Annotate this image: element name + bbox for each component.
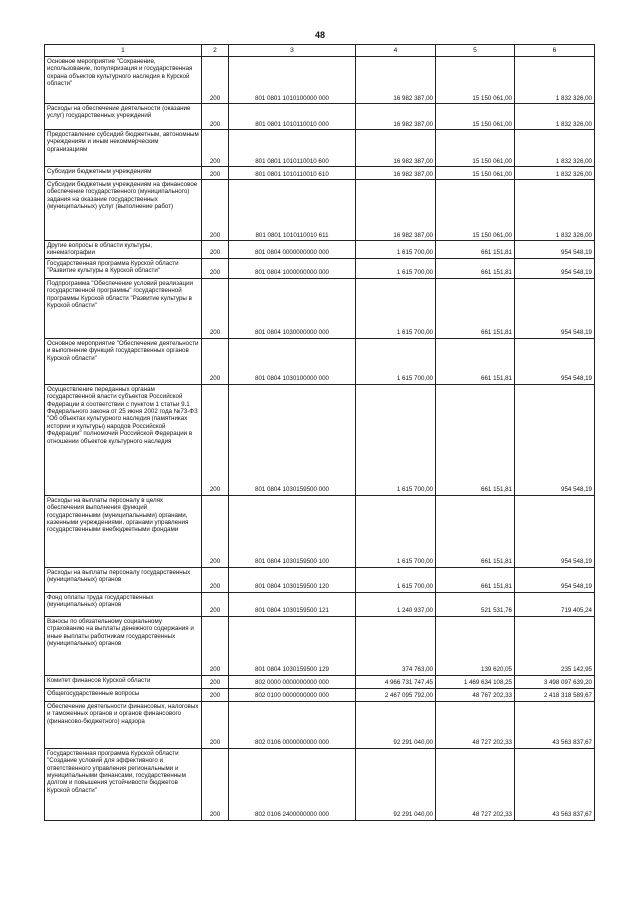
table-row [45, 701, 595, 748]
row-value-6-cell: 719 405,24 [515, 592, 595, 616]
row-budget-code-cell: 802 0000 0000000000 000 [229, 675, 356, 688]
row-value-4-cell: 374 763,00 [356, 616, 436, 675]
row-value-4-cell: 16 982 387,00 [356, 180, 436, 241]
row-value-5-cell: 661 151,81 [436, 495, 515, 567]
row-code-2-cell: 200 [202, 688, 229, 701]
row-code-2-cell: 200 [202, 278, 229, 338]
row-name-cell: Подпрограмма "Обеспечение условий реализации государственной программы" государственной программы Курской области "Развитие культуры в Курской области" [45, 278, 202, 338]
row-name-cell: Другие вопросы в области культуры, кинематографии [45, 241, 202, 259]
table-row [45, 748, 595, 820]
row-budget-code-cell: 802 0106 2400000000 000 [229, 748, 356, 820]
page-number: 48 [314, 30, 325, 40]
row-name-cell: Государственная программа Курской области "Создание условий для эффективного и ответственного управления региональными и муниципальными финансами, государственным долгом и повышения устойчивости бюджетов Курской области" [45, 748, 202, 820]
column-header: 3 [229, 45, 356, 57]
row-budget-code-cell: 801 0804 1030000000 000 [229, 278, 356, 338]
row-code-2-cell: 200 [202, 748, 229, 820]
row-value-6-cell: 1 832 326,00 [515, 57, 595, 104]
row-value-4-cell: 16 982 387,00 [356, 57, 436, 104]
row-code-2-cell: 200 [202, 241, 229, 259]
row-value-4-cell: 1 615 700,00 [356, 338, 436, 384]
table-row [45, 616, 595, 675]
row-name-cell: Предоставление субсидий бюджетным, автономным учреждениям и иным некоммерческим организациям [45, 130, 202, 167]
row-value-4-cell: 1 615 700,00 [356, 567, 436, 592]
row-name-cell: Субсидии бюджетным учреждениям на финансовое обеспечение государственного (муниципального) задания на оказание государственных (муниципальных) услуг (выполнение работ) [45, 180, 202, 241]
row-value-4-cell: 1 615 700,00 [356, 495, 436, 567]
column-header: 6 [515, 45, 595, 57]
row-name-cell: Расходы на выплаты персоналу в целях обеспечения выполнения функций государственными (муниципальными) органами, казенными учреждениями, органами управления государственными внебюджетными фондами [45, 495, 202, 567]
row-value-5-cell: 48 727 202,33 [436, 701, 515, 748]
row-value-6-cell: 954 548,19 [515, 338, 595, 384]
row-budget-code-cell: 801 0801 1010110010 000 [229, 104, 356, 130]
row-value-6-cell: 954 548,19 [515, 241, 595, 259]
row-name-cell: Общегосударственные вопросы [45, 688, 202, 701]
row-value-5-cell: 661 151,81 [436, 338, 515, 384]
table-row [45, 241, 595, 259]
row-value-5-cell: 661 151,81 [436, 384, 515, 495]
row-code-2-cell: 200 [202, 258, 229, 278]
row-budget-code-cell: 801 0804 1030159500 129 [229, 616, 356, 675]
row-name-cell: Взносы по обязательному социальному страхованию на выплаты денежного содержания и иные выплаты работникам государственных (муниципальных) органов [45, 616, 202, 675]
table-row [45, 592, 595, 616]
row-name-cell: Фонд оплаты труда государственных (муниципальных) органов [45, 592, 202, 616]
row-value-4-cell: 1 615 700,00 [356, 278, 436, 338]
row-value-5-cell: 1 469 634 108,25 [436, 675, 515, 688]
row-code-2-cell: 200 [202, 130, 229, 167]
row-code-2-cell: 200 [202, 495, 229, 567]
row-value-4-cell: 1 615 700,00 [356, 384, 436, 495]
row-value-4-cell: 1 615 700,00 [356, 241, 436, 259]
row-name-cell: Расходы на обеспечение деятельности (оказание услуг) государственных учреждений [45, 104, 202, 130]
row-value-4-cell: 16 982 387,00 [356, 104, 436, 130]
table-row [45, 338, 595, 384]
row-value-6-cell: 954 548,19 [515, 258, 595, 278]
row-value-5-cell: 661 151,81 [436, 278, 515, 338]
row-code-2-cell: 200 [202, 180, 229, 241]
table-row [45, 495, 595, 567]
row-value-6-cell: 1 832 326,00 [515, 104, 595, 130]
row-value-6-cell: 43 563 837,67 [515, 748, 595, 820]
table-row [45, 258, 595, 278]
row-value-5-cell: 15 150 061,00 [436, 57, 515, 104]
row-budget-code-cell: 801 0804 1030100000 000 [229, 338, 356, 384]
row-value-4-cell: 92 291 040,00 [356, 748, 436, 820]
row-value-4-cell: 1 240 937,00 [356, 592, 436, 616]
row-value-6-cell: 43 563 837,67 [515, 701, 595, 748]
row-value-4-cell: 16 982 387,00 [356, 167, 436, 180]
row-budget-code-cell: 801 0804 1030159500 121 [229, 592, 356, 616]
row-code-2-cell: 200 [202, 592, 229, 616]
row-value-6-cell: 954 548,19 [515, 278, 595, 338]
row-budget-code-cell: 801 0804 1030159500 100 [229, 495, 356, 567]
row-code-2-cell: 200 [202, 57, 229, 104]
row-value-6-cell: 954 548,19 [515, 495, 595, 567]
table-row [45, 675, 595, 688]
row-value-5-cell: 15 150 061,00 [436, 167, 515, 180]
table-row [45, 167, 595, 180]
row-value-5-cell: 661 151,81 [436, 258, 515, 278]
row-value-4-cell: 16 982 387,00 [356, 130, 436, 167]
header-row [45, 45, 595, 57]
row-code-2-cell: 200 [202, 567, 229, 592]
row-value-5-cell: 139 620,05 [436, 616, 515, 675]
table-row [45, 57, 595, 104]
table-row [45, 688, 595, 701]
row-code-2-cell: 200 [202, 104, 229, 130]
row-value-5-cell: 521 531,76 [436, 592, 515, 616]
row-value-6-cell: 1 832 326,00 [515, 167, 595, 180]
row-name-cell: Расходы на выплаты персоналу государственных (муниципальных) органов [45, 567, 202, 592]
row-name-cell: Основное мероприятие "Обеспечение деятельности и выполнение функций государственных органов Курской области" [45, 338, 202, 384]
row-value-5-cell: 15 150 061,00 [436, 104, 515, 130]
row-name-cell: Комитет финансов Курской области [45, 675, 202, 688]
row-name-cell: Основное мероприятие "Сохранение, использование, популяризация и государственная охрана объектов культурного наследия в Курской области" [45, 57, 202, 104]
row-value-5-cell: 48 727 202,33 [436, 748, 515, 820]
row-code-2-cell: 200 [202, 384, 229, 495]
row-budget-code-cell: 801 0804 1000000000 000 [229, 258, 356, 278]
row-budget-code-cell: 802 0100 0000000000 000 [229, 688, 356, 701]
row-value-6-cell: 954 548,19 [515, 567, 595, 592]
row-value-4-cell: 92 291 040,00 [356, 701, 436, 748]
row-code-2-cell: 200 [202, 616, 229, 675]
row-budget-code-cell: 801 0804 1030159500 120 [229, 567, 356, 592]
row-value-6-cell: 235 142,95 [515, 616, 595, 675]
row-code-2-cell: 200 [202, 701, 229, 748]
row-budget-code-cell: 801 0804 1030159500 000 [229, 384, 356, 495]
row-value-6-cell: 954 548,19 [515, 384, 595, 495]
table-row [45, 130, 595, 167]
row-code-2-cell: 200 [202, 675, 229, 688]
row-value-5-cell: 15 150 061,00 [436, 130, 515, 167]
row-value-4-cell: 4 966 731 747,45 [356, 675, 436, 688]
row-value-5-cell: 661 151,81 [436, 241, 515, 259]
column-header: 2 [202, 45, 229, 57]
table-row [45, 384, 595, 495]
row-value-6-cell: 1 832 326,00 [515, 130, 595, 167]
row-name-cell: Государственная программа Курской области "Развитие культуры в Курской области" [45, 258, 202, 278]
column-header: 5 [436, 45, 515, 57]
row-value-6-cell: 2 418 318 589,67 [515, 688, 595, 701]
row-name-cell: Субсидии бюджетным учреждениям [45, 167, 202, 180]
row-budget-code-cell: 801 0804 0000000000 000 [229, 241, 356, 259]
row-budget-code-cell: 801 0801 1010100000 000 [229, 57, 356, 104]
table-row [45, 104, 595, 130]
row-code-2-cell: 200 [202, 338, 229, 384]
row-value-4-cell: 1 615 700,00 [356, 258, 436, 278]
row-name-cell: Осуществление переданных органам государственной власти субъектов Российской Федерации в соответствии с пунктом 1 статьи 9.1 Федерального закона от 25 июня 2002 года №73-ФЗ "Об объектах культурного наследия (памятниках истории и культуры) народов Российской Федерации" полномочий Российской Федерации в отношении объектов культурного наследия [45, 384, 202, 495]
table-row [45, 567, 595, 592]
row-budget-code-cell: 802 0106 0000000000 000 [229, 701, 356, 748]
row-name-cell: Обеспечение деятельности финансовых, налоговых и таможенных органов и органов финансового (финансово-бюджетного) надзора [45, 701, 202, 748]
row-value-6-cell: 1 832 326,00 [515, 180, 595, 241]
column-header: 4 [356, 45, 436, 57]
budget-table [44, 44, 595, 821]
row-budget-code-cell: 801 0801 1010110010 600 [229, 130, 356, 167]
row-value-5-cell: 661 151,81 [436, 567, 515, 592]
row-budget-code-cell: 801 0801 1010110010 610 [229, 167, 356, 180]
table-row [45, 278, 595, 338]
row-value-5-cell: 48 767 202,33 [436, 688, 515, 701]
row-budget-code-cell: 801 0801 1010110010 611 [229, 180, 356, 241]
row-value-4-cell: 2 467 095 792,00 [356, 688, 436, 701]
row-value-6-cell: 3 498 097 639,20 [515, 675, 595, 688]
row-code-2-cell: 200 [202, 167, 229, 180]
table-row [45, 180, 595, 241]
row-value-5-cell: 15 150 061,00 [436, 180, 515, 241]
column-header: 1 [45, 45, 202, 57]
